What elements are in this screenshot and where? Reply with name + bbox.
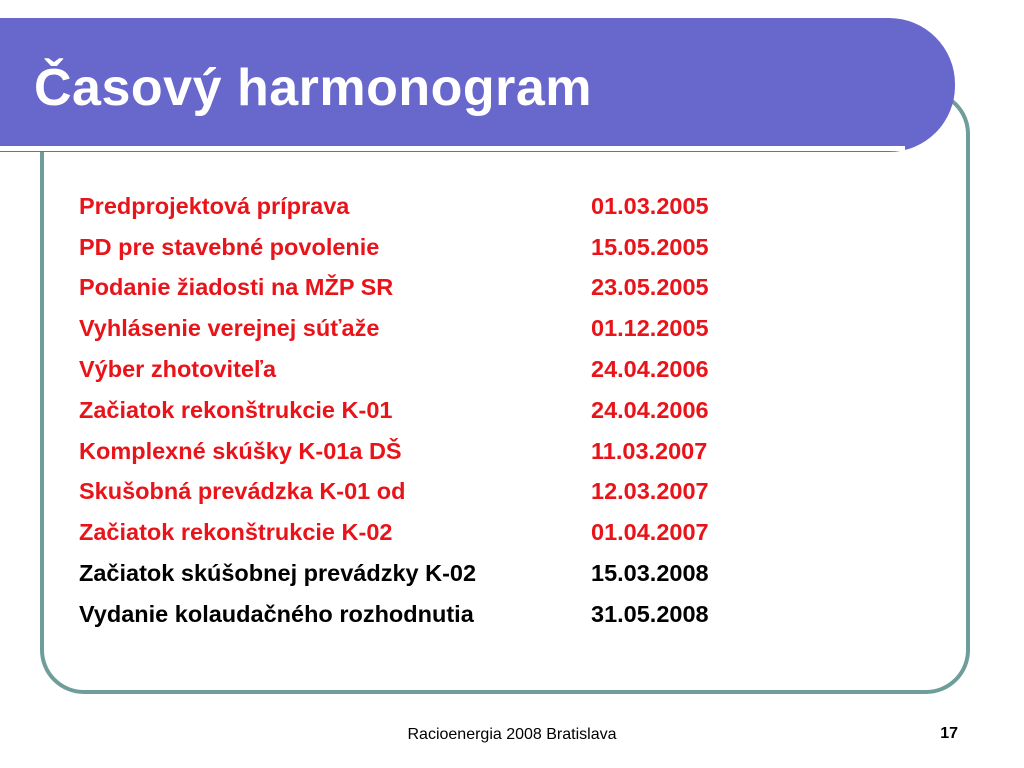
milestone-date: 11.03.2007: [591, 437, 708, 464]
milestone-label: Začiatok rekonštrukcie K-01: [79, 396, 393, 423]
schedule-row: [79, 349, 759, 390]
milestone-label: Vyhlásenie verejnej súťaže: [79, 315, 380, 342]
milestone-date: 24.04.2006: [591, 356, 709, 383]
milestone-label: Skušobná prevádzka K-01 od: [79, 478, 406, 505]
milestone-date: 01.12.2005: [591, 315, 709, 342]
milestone-label: Vydanie kolaudačného rozhodnutia: [79, 600, 474, 627]
milestone-date: 01.03.2005: [591, 192, 709, 219]
schedule-row: [79, 227, 759, 268]
milestone-label: Komplexné skúšky K-01a DŠ: [79, 437, 402, 464]
page-number: 17: [940, 725, 958, 742]
milestone-label: Predprojektová príprava: [79, 192, 350, 219]
milestone-label: Podanie žiadosti na MŽP SR: [79, 274, 394, 301]
milestone-date: 01.04.2007: [591, 519, 709, 546]
schedule-row: [79, 472, 759, 513]
schedule-row: [79, 390, 759, 431]
schedule-row: [79, 268, 759, 309]
schedule-row: [79, 512, 759, 553]
schedule-row: [79, 186, 759, 227]
schedule-list: [79, 186, 759, 635]
milestone-label: Začiatok skúšobnej prevádzky K-02: [79, 560, 477, 587]
title-underline: [0, 146, 905, 151]
milestone-label: PD pre stavebné povolenie: [79, 233, 380, 260]
slide-title: Časový harmonogram: [34, 59, 593, 117]
milestone-date: 15.05.2005: [591, 233, 709, 260]
milestone-date: 24.04.2006: [591, 396, 709, 423]
milestone-date: 31.05.2008: [591, 600, 709, 627]
schedule-row: [79, 594, 759, 635]
milestone-date: 15.03.2008: [591, 560, 709, 587]
milestone-label: Výber zhotoviteľa: [79, 356, 277, 383]
footer-text: Racioenergia 2008 Bratislava: [407, 726, 617, 743]
milestone-label: Začiatok rekonštrukcie K-02: [79, 519, 393, 546]
milestone-date: 23.05.2005: [591, 274, 709, 301]
schedule-row: [79, 308, 759, 349]
title-bar: [0, 18, 955, 152]
schedule-row: [79, 431, 759, 472]
milestone-date: 12.03.2007: [591, 478, 709, 505]
schedule-row: [79, 553, 759, 594]
